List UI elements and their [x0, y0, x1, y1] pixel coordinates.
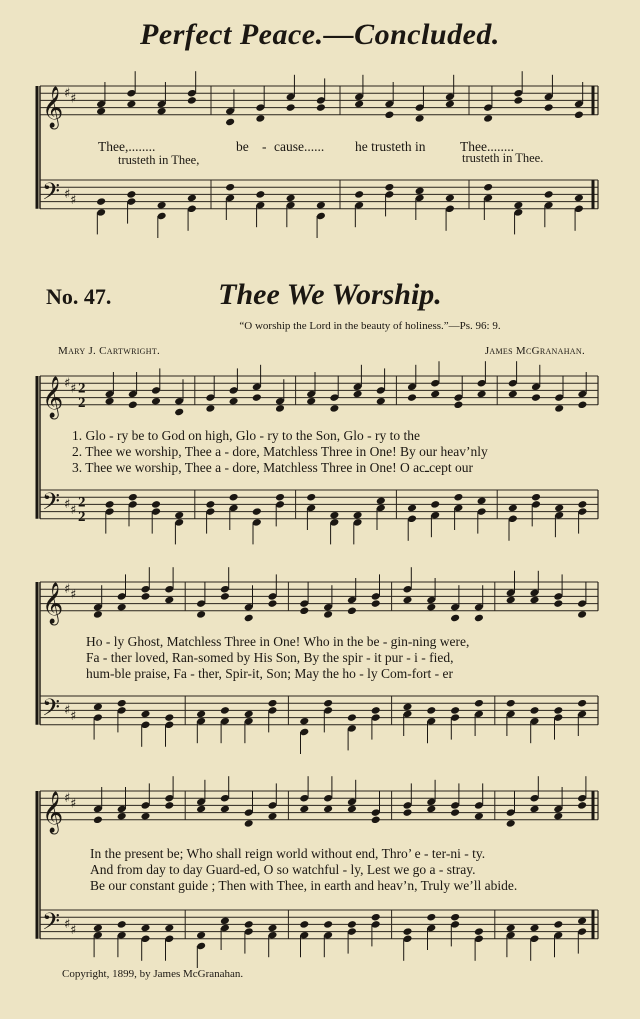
top-lyric-8: trusteth in Thee.	[462, 151, 544, 165]
hymn-system-3-treble-note-head	[299, 805, 309, 814]
hymn-system-1-treble-note-head	[508, 390, 518, 399]
epigraph: “O worship the Lord in the beauty of holiness.”—Ps. 96: 9.	[239, 320, 501, 332]
top-system-bass-note-head	[445, 194, 455, 203]
top-system-bass-note-head	[384, 183, 394, 192]
hymn-system-2-treble-note-head	[164, 596, 174, 605]
hymn-system-2-bass-note-head	[347, 713, 357, 722]
hymn-system-2-bass-note-head	[402, 702, 412, 711]
hymn-system-3-bass-note-head	[529, 924, 539, 933]
hymn-system-3-treble-note-head	[244, 819, 254, 828]
hymn-system-2-bass-note-head	[474, 699, 484, 708]
hymn-system-3-bass-note-head	[506, 924, 516, 933]
hymn-system-3-treble-note-head	[402, 808, 412, 817]
hymn-system-1-treble-note-head	[128, 400, 138, 409]
hymn-system-3-treble-note-head	[577, 801, 587, 810]
top-system-bass-note-head	[415, 186, 425, 195]
hymn-system-1-bass-note-head	[128, 493, 138, 502]
hymn-system-2-bass-note-head	[553, 706, 563, 715]
hymn-system-2-treble-clef-icon: 𝄞	[42, 582, 64, 624]
hymn-system-1-treble-note-head	[306, 397, 316, 406]
hymn-system-2-treble-note-head	[244, 614, 254, 623]
top-system-bass-note-head	[483, 183, 493, 192]
top-system-treble-note-head	[513, 96, 523, 105]
hymn-system-1-bass-note-head	[275, 493, 285, 502]
verse-3-line-2: hum-ble praise, Fa - ther, Spir-it, Son; May the ho - ly Com-fort - er	[86, 666, 453, 681]
top-system-bass-note-head	[544, 190, 554, 199]
hymn-system-1-treble-note-head	[376, 397, 386, 406]
verse-2-line-2: Fa - ther loved, Ran-somed by His Son, By the spir - it pur - i - fied,	[86, 650, 454, 665]
hymn-system-1-bass-note-head	[329, 511, 339, 520]
hymn-system-2-bass-note-head	[371, 706, 381, 715]
hymn-system-2-treble-note-head	[577, 610, 587, 619]
verse-3-line-3: Be our constant guide ; Then with Thee, in earth and heav’n, Truly we’ll abide.	[90, 878, 518, 893]
hymn-system-2-treble-note-head	[553, 599, 563, 608]
hymn-system-2-treble-note-head	[93, 610, 103, 619]
hymn-system-3-bass-note-head	[164, 924, 174, 933]
hymn-system-1-bass-note-head	[453, 493, 463, 502]
top-system-treble-note-head	[225, 118, 235, 127]
hymn-system-1-bass-note-head	[554, 504, 564, 513]
top-system-key-sharp-icon: ♯	[64, 187, 71, 202]
hymn-system-1-key-sharp-icon: ♯	[64, 375, 71, 391]
hymn-system-2-treble-note-head	[196, 610, 206, 619]
hymn-system-2-treble-note-head	[402, 596, 412, 605]
hymn-system-2-bass-note-head	[93, 702, 103, 711]
hymn-system-1-bass-note-head	[477, 496, 487, 505]
author-credit: Mary J. Cartwright.	[58, 345, 161, 357]
hymn-system-3-bass-note-head	[299, 920, 309, 929]
hymn-system-3-treble-note-head	[474, 812, 484, 821]
top-lyric-1: Thee,........	[98, 139, 156, 154]
top-lyric-5: he trusteth in	[355, 139, 426, 154]
hymn-system-2-treble-note-head	[117, 603, 127, 612]
verse-3-line-1: 3. Thee we worship, Thee a - dore, Matchless Three in One! O acـcept our	[72, 460, 473, 475]
hymn-system-2-bass-note-head	[196, 710, 206, 719]
hymn-system-3-bass-note-head	[244, 920, 254, 929]
hymn-system-1-bass-note-head	[306, 493, 316, 502]
verse-1-line-3: In the present be; Who shall reign world without end, Thro’ e - ter-ni - ty.	[90, 846, 486, 861]
hymn-system-2-bass-note-head	[299, 717, 309, 726]
hymn-system-3-bass-note-head	[117, 920, 127, 929]
hymn-system-3-key-sharp-icon: ♯	[70, 922, 77, 938]
hymn-system-1-bass-note-head	[105, 500, 115, 509]
hymn-system-2-treble-note-head	[426, 603, 436, 612]
hymn-system-1-time-sig: 2	[78, 380, 86, 397]
hymn-system-3-treble-note-head	[426, 805, 436, 814]
top-system-key-sharp-icon: ♯	[70, 91, 77, 107]
hymn-system-1-treble-note-head	[477, 390, 487, 399]
hymn-system-3-treble-note-head	[140, 812, 150, 821]
hymn-system-1-bass-note-head	[205, 500, 215, 509]
top-system-treble-note-head	[574, 110, 584, 119]
hymn-system-3-bass-note-head	[93, 924, 103, 933]
hymn-system-3-treble-note-head	[553, 812, 563, 821]
hymn-system-3-treble-note-head	[117, 812, 127, 821]
hymn-system-3-bass-note-head	[267, 924, 277, 933]
hymn-system-1-bass-note-head	[430, 500, 440, 509]
hymn-system-3-bass-note-head	[220, 916, 230, 925]
top-system-treble-note-head	[544, 103, 554, 112]
hymn-system-3-key-sharp-icon: ♯	[70, 796, 77, 812]
verse-1-line-2: Ho - ly Ghost, Matchless Three in One! Who in the be - gin-ning were,	[86, 634, 470, 649]
top-system-bass-note-head	[187, 194, 197, 203]
hymn-system-1-time-sig: 2	[78, 508, 86, 525]
hymn-system-3-treble-note-head	[371, 815, 381, 824]
hymn-system-1-time-sig: 2	[78, 494, 86, 511]
hymn-system-2-bass-note-head	[323, 699, 333, 708]
hymn-system-2-bass-note-head	[506, 699, 516, 708]
top-lyric-4: cause......	[274, 139, 325, 154]
top-system-treble-note-head	[286, 103, 296, 112]
top-system-bass-note-head	[316, 201, 326, 210]
hymn-system-3-key-sharp-icon: ♯	[64, 790, 71, 806]
hymn-system-2-treble-note-head	[323, 610, 333, 619]
top-system-treble-note-head	[384, 110, 394, 119]
hymn-system-2-bass-note-head	[140, 710, 150, 719]
hymn-system-1-treble-note-head	[407, 393, 417, 402]
top-system-treble-note-head	[316, 103, 326, 112]
hymn-system-2-bass-note-head	[220, 706, 230, 715]
hymn-system-2-bass-note-head	[577, 699, 587, 708]
hymn-system-2-bass-clef-icon: 𝄢	[42, 693, 61, 727]
top-system-treble-note-head	[415, 114, 425, 123]
hymn-system-3-treble-note-head	[267, 812, 277, 821]
top-system-treble-note-head	[483, 114, 493, 123]
hymn-system-3-treble-note-head	[323, 805, 333, 814]
composer-credit: James McGranahan.	[484, 345, 585, 357]
hymn-system-2-bass-note-head	[529, 706, 539, 715]
hymn-system-3-key-sharp-icon: ♯	[64, 917, 71, 932]
top-system-key-sharp-icon: ♯	[70, 192, 77, 208]
hymn-system-2-treble-note-head	[267, 599, 277, 608]
hymn-system-2-treble-note-head	[450, 614, 460, 623]
top-lyric-7: trusteth in Thee,	[118, 153, 200, 167]
hymn-system-1-bass-note-head	[174, 511, 184, 520]
hymn-system-1-key-sharp-icon: ♯	[64, 497, 71, 512]
hymn-system-1-bass-clef-icon: 𝄢	[42, 487, 61, 521]
hymn-system-1-treble-note-head	[174, 408, 184, 417]
hymn-system-1-treble-clef-icon: 𝄞	[42, 376, 64, 418]
top-system-treble-note-head	[96, 107, 106, 116]
hymn-system-2-key-sharp-icon: ♯	[64, 703, 71, 718]
hymn-system-1-bass-note-head	[407, 504, 417, 513]
hymn-system-2-bass-note-head	[267, 699, 277, 708]
hymn-system-2-bass-note-head	[244, 710, 254, 719]
top-system-treble-note-head	[126, 100, 136, 109]
top-system-bass-note-head	[157, 201, 167, 210]
hymn-system-1-treble-note-head	[151, 397, 161, 406]
hymn-system-3-bass-note-head	[474, 927, 484, 936]
hymn-system-1-treble-note-head	[275, 404, 285, 413]
hymn-system-1-treble-note-head	[430, 390, 440, 399]
top-system-bass-note-head	[225, 183, 235, 192]
top-system-bass-note-head	[354, 190, 364, 199]
hymn-system-3-bass-clef-icon: 𝄢	[42, 907, 61, 941]
hymn-system-2-bass-note-head	[450, 706, 460, 715]
hymn-system-3-bass-note-head	[196, 931, 206, 940]
hymn-system-1-treble-note-head	[105, 397, 115, 406]
hymn-system-2-key-sharp-icon: ♯	[70, 587, 77, 603]
hymn-system-3-treble-note-head	[164, 801, 174, 810]
top-system-key-sharp-icon: ♯	[64, 85, 71, 101]
hymn-system-2-treble-note-head	[347, 606, 357, 615]
hymn-system-1-treble-note-head	[329, 404, 339, 413]
hymn-system-3-bass-note-head	[577, 916, 587, 925]
copyright-notice: Copyright, 1899, by James McGranahan.	[62, 968, 244, 980]
hymn-system-1-treble-note-head	[531, 393, 541, 402]
top-system-bass-note-head	[255, 190, 265, 199]
hymn-system-1-bass-note-head	[229, 493, 239, 502]
hymn-system-2-bass-note-head	[117, 699, 127, 708]
top-lyric-3: -	[262, 139, 267, 154]
hymn-system-1-bass-note-head	[531, 493, 541, 502]
hymn-system-3-treble-note-head	[450, 808, 460, 817]
hymn-system-1-bass-note-head	[151, 500, 161, 509]
hymn-system-3-bass-note-head	[553, 920, 563, 929]
hymn-system-3-treble-clef-icon: 𝄞	[42, 791, 64, 833]
top-system-treble-clef-icon: 𝄞	[42, 86, 64, 128]
hymn-system-1-key-sharp-icon: ♯	[70, 502, 77, 518]
hymn-system-2-treble-note-head	[506, 596, 516, 605]
top-system-treble-note-head	[354, 100, 364, 109]
top-system-treble-note-head	[255, 114, 265, 123]
hymn-system-2-treble-note-head	[529, 596, 539, 605]
hymn-number: No. 47.	[46, 284, 112, 309]
hymn-system-3-bass-note-head	[450, 913, 460, 922]
hymn-system-1-treble-note-head	[353, 390, 363, 399]
hymn-system-3-treble-note-head	[347, 805, 357, 814]
hymn-system-2-bass-note-head	[164, 713, 174, 722]
top-system-bass-note-head	[96, 197, 106, 206]
hymn-system-2-treble-note-head	[474, 614, 484, 623]
top-system-bass-note-head	[126, 190, 136, 199]
hymn-system-1-key-sharp-icon: ♯	[70, 381, 77, 397]
hymn-system-1-treble-note-head	[205, 404, 215, 413]
top-system-bass-clef-icon: 𝄢	[42, 177, 61, 211]
hymn-system-3-treble-note-head	[506, 819, 516, 828]
hymn-system-1-bass-note-head	[252, 507, 262, 516]
top-system-treble-note-head	[187, 96, 197, 105]
verse-2-line-1: 2. Thee we worship, Thee a - dore, Matchless Three in One! By our heav’nly	[72, 444, 488, 459]
hymn-title: Thee We Worship.	[218, 278, 442, 311]
top-system-bass-note-head	[513, 201, 523, 210]
hymn-system-1-bass-note-head	[376, 496, 386, 505]
hymn-system-2-treble-note-head	[220, 592, 230, 601]
hymn-system-1-bass-note-head	[353, 511, 363, 520]
top-system-treble-note-head	[445, 100, 455, 109]
hymn-system-2-key-sharp-icon: ♯	[64, 581, 71, 597]
hymn-system-1-treble-note-head	[252, 393, 262, 402]
hymn-system-3-treble-note-head	[93, 815, 103, 824]
hymn-system-3-bass-note-head	[347, 920, 357, 929]
hymn-system-3-treble-note-head	[220, 805, 230, 814]
hymn-system-3-bass-note-head	[402, 927, 412, 936]
hymn-system-1-time-sig: 2	[78, 394, 86, 411]
verse-1-line-1: 1. Glo - ry be to God on high, Glo - ry to the Son, Glo - ry to the	[72, 428, 420, 443]
hymn-system-2-treble-note-head	[140, 592, 150, 601]
hymn-system-2-key-sharp-icon: ♯	[70, 708, 77, 724]
top-system-bass-note-head	[574, 194, 584, 203]
hymn-system-1-treble-note-head	[577, 400, 587, 409]
hymn-system-2-treble-note-head	[371, 599, 381, 608]
hymn-system-3-treble-note-head	[196, 805, 206, 814]
hymn-system-3-bass-note-head	[371, 913, 381, 922]
page-title: Perfect Peace.—Concluded.	[140, 18, 500, 51]
top-system-bass-note-head	[286, 194, 296, 203]
top-lyric-2: be	[236, 139, 249, 154]
hymn-system-3-bass-note-head	[140, 924, 150, 933]
hymn-system-1-bass-note-head	[577, 500, 587, 509]
hymn-system-1-bass-note-head	[508, 504, 518, 513]
top-system-treble-note-head	[157, 107, 167, 116]
hymn-system-3-treble-note-head	[529, 805, 539, 814]
hymn-system-3-bass-note-head	[426, 913, 436, 922]
hymn-system-1-treble-note-head	[229, 397, 239, 406]
top-lyric-6: Thee........	[460, 139, 514, 154]
verse-2-line-3: And from day to day Guard-ed, O so watchful - ly, Lest we go a - stray.	[90, 862, 476, 877]
hymn-system-2-treble-note-head	[299, 606, 309, 615]
hymn-system-3-bass-note-head	[323, 920, 333, 929]
hymn-system-1-treble-note-head	[554, 404, 564, 413]
hymn-system-1-treble-note-head	[453, 400, 463, 409]
hymn-system-2-bass-note-head	[426, 706, 436, 715]
